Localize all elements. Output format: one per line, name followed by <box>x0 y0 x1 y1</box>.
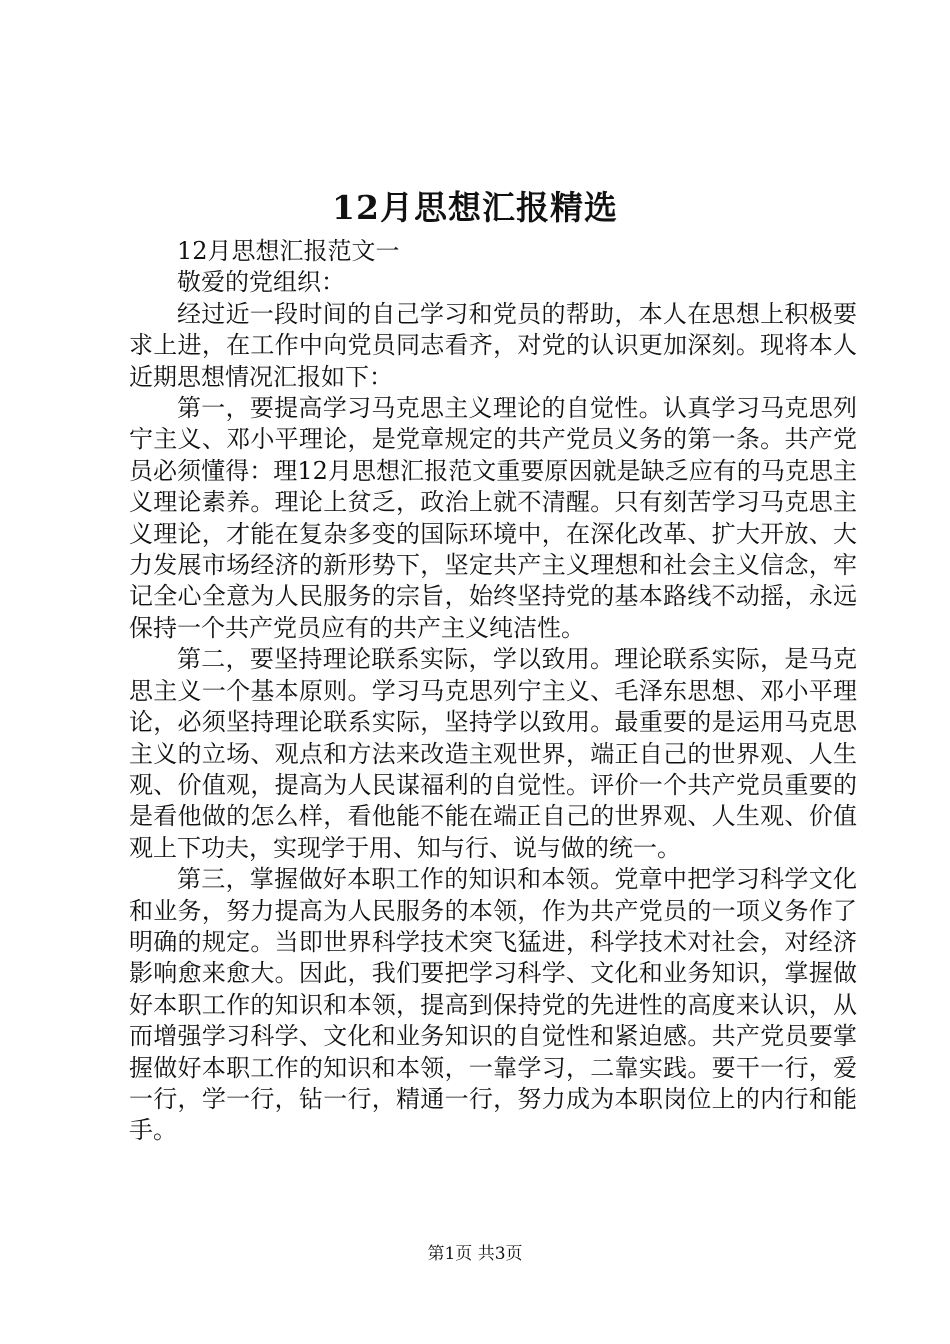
salutation: 敬爱的党组织： <box>177 268 345 297</box>
page-number-footer: 第1页 共3页 <box>427 1244 523 1264</box>
document-subtitle: 12月思想汇报范文一 <box>177 237 400 265</box>
paragraph-intro: 经过近一段时间的自己学习和党员的帮助，本人在思想上积极要求上进，在工作中向党员同志看齐，对党的认识更加深刻。现将本人近期思想情况汇报如下： <box>129 299 857 391</box>
document-title: 12月思想汇报精选 <box>332 188 618 227</box>
paragraph-second: 第二，要坚持理论联系实际，学以致用。理论联系实际，是马克思主义一个基本原则。学习马克思列宁主义、毛泽东思想、邓小平理论，必须坚持理论联系实际，坚持学以致用。最重要的是运用马克思主义的立场、观点和方法来改造主观世界，端正自己的世界观、人生观、价值观，提高为人民谋福利的自觉性。评价一个共产党员重要的是看他做的怎么样，看他能不能在端正自己的世界观、人生观、价值观上下功夫，实现学于用、知与行、说与做的统一。 <box>129 645 857 862</box>
document-body <box>129 236 857 1147</box>
paragraph-third: 第三，掌握做好本职工作的知识和本领。党章中把学习科学文化和业务，努力提高为人民服务的本领，作为共产党员的一项义务作了明确的规定。当即世界科学技术突飞猛进，科学技术对社会，对经济影响愈来愈大。因此，我们要把学习科学、文化和业务知识，掌握做好本职工作的知识和本领，提高到保持党的先进性的高度来认识，从而增强学习科学、文化和业务知识的自觉性和紧迫感。共产党员要掌握做好本职工作的知识和本领，一靠学习，二靠实践。要干一行，爱一行，学一行，钻一行，精通一行，努力成为本职岗位上的内行和能手。 <box>129 865 857 1145</box>
paragraph-first: 第一，要提高学习马克思主义理论的自觉性。认真学习马克思列宁主义、邓小平理论，是党章规定的共产党员义务的第一条。共产党员必须懂得：理12月思想汇报范文重要原因就是缺乏应有的马克思主义理论素养。理论上贫乏，政治上就不清醒。只有刻苦学习马克思主义理论，才能在复杂多变的国际环境中，在深化改革、扩大开放、大力发展市场经济的新形势下，坚定共产主义理想和社会主义信念，牢记全心全意为人民服务的宗旨，始终坚持党的基本路线不动摇，永远保持一个共产党员应有的共产主义纯洁性。 <box>129 394 857 642</box>
